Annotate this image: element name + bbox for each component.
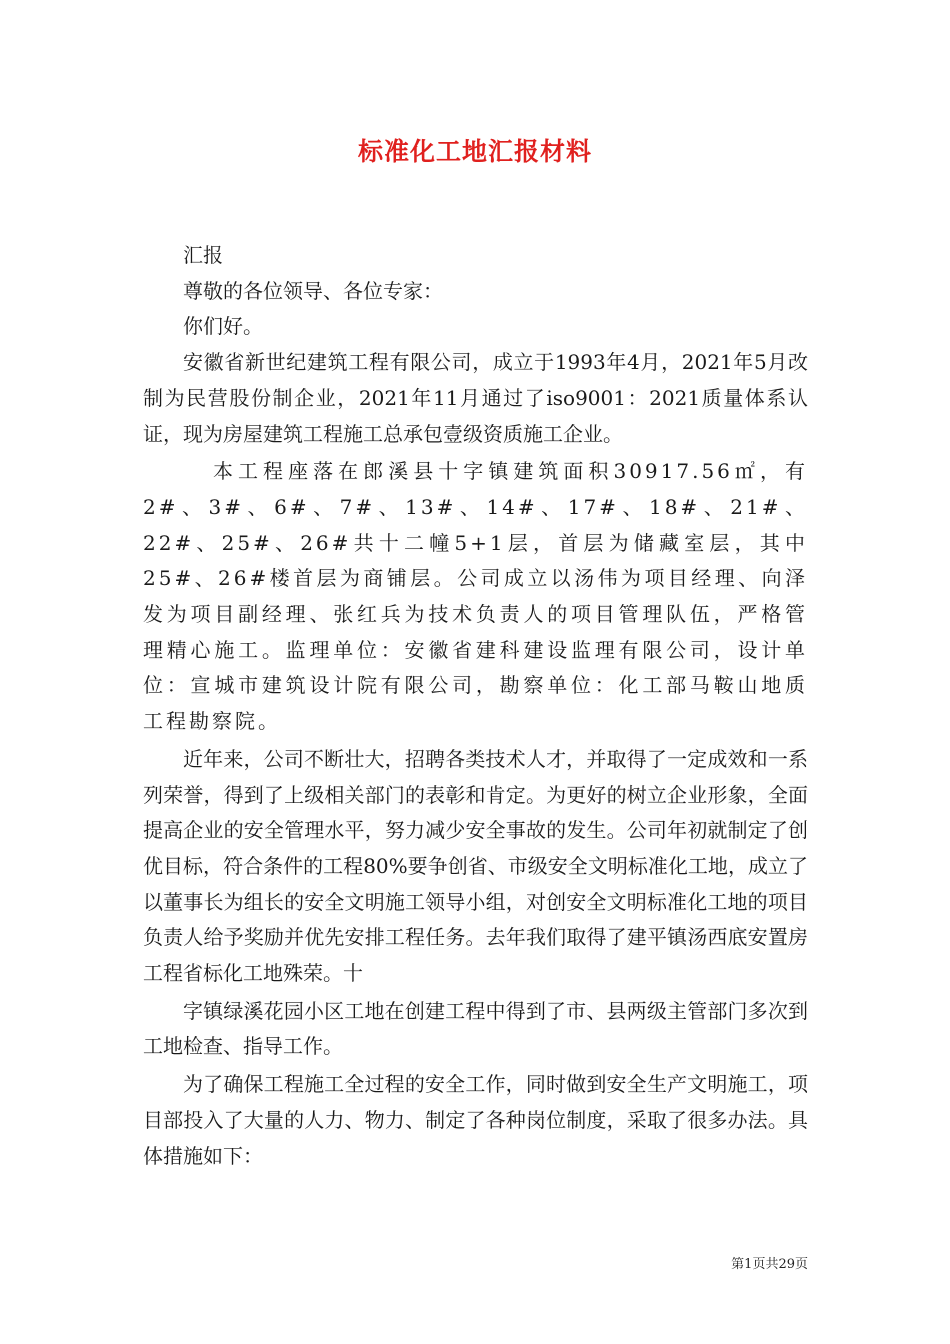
paragraph-project-overview: 本工程座落在郎溪县十字镇建筑面积30917.56㎡，有2#、3#、6#、7#、13#、14#、17#、18#、21#、22#、25#、26#共十二幢5+1层，首层为储藏室层，其中25#、26#楼首层为商铺层。公司成立以汤伟为项目经理、向泽发为项目副经理、张红兵为技术负责人的项目管理队伍，严格管理精心施工。监理单位：安徽省建科建设监理有限公司，设计单位：宣城市建筑设计院有限公司，勘察单位：化工部马鞍山地质工程勘察院。	[143, 459, 808, 734]
document-title: 标准化工地汇报材料	[357, 137, 592, 166]
paragraph-achievements: 近年来，公司不断壮大，招聘各类技术人才，并取得了一定成效和一系列荣誉，得到了上级相关部门的表彰和肯定。为更好的树立企业形象，全面提高企业的安全管理水平，努力减少安全事故的发生。公司年初就制定了创优目标，符合条件的工程80%要争创省、市级安全文明标准化工地，成立了以董事长为组长的安全文明施工领导小组，对创安全文明标准化工地的项目负责人给予奖励并优先安排工程任务。去年我们取得了建平镇汤西底安置房工程省标化工地殊荣。十	[143, 746, 808, 986]
paragraph-salutation: 尊敬的各位领导、各位专家：	[183, 278, 443, 303]
paragraph-measures-intro: 为了确保工程施工全过程的安全工作，同时做到安全生产文明施工，项目部投入了大量的人力、物力、制定了各种岗位制度，采取了很多办法。具体措施如下：	[143, 1072, 808, 1168]
paragraph-heading-report: 汇报	[183, 243, 223, 267]
paragraph-company-intro: 安徽省新世纪建筑工程有限公司，成立于1993年4月，2021年5月改制为民营股份制企业，2021年11月通过了iso9001：2021质量体系认证，现为房屋建筑工程施工总承包壹级资质施工企业。	[143, 350, 808, 446]
document-body	[143, 238, 808, 1174]
paragraph-greeting: 你们好。	[183, 314, 263, 339]
page-number: 第1页共29页	[731, 1257, 808, 1272]
paragraph-inspection: 字镇绿溪花园小区工地在创建工程中得到了市、县两级主管部门多次到工地检查、指导工作。	[143, 998, 808, 1059]
